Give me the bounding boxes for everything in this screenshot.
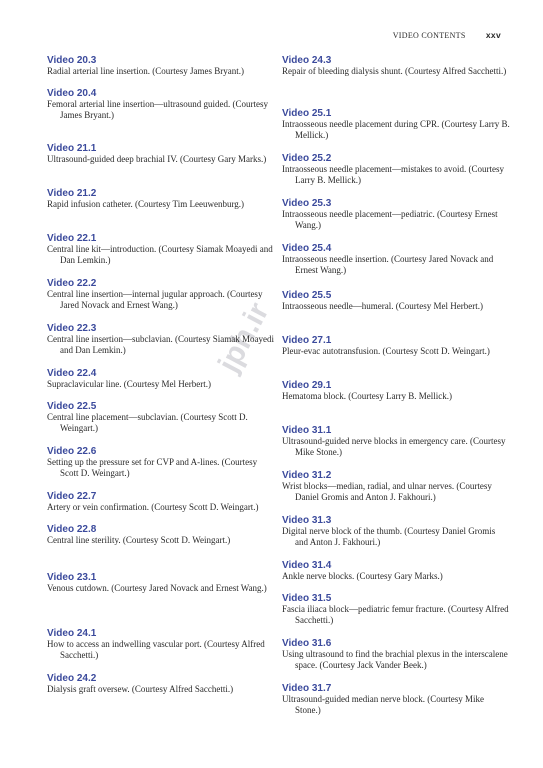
video-description: Central line insertion—subclavian. (Courtesy Siamak Moayedi and Dan Lemkin.) (47, 334, 274, 355)
video-number[interactable]: Video 31.4 (282, 560, 332, 571)
video-description: Digital nerve block of the thumb. (Courtesy Daniel Gromis and Anton J. Fakhouri.) (282, 526, 496, 547)
video-number[interactable]: Video 22.7 (47, 491, 97, 502)
video-number[interactable]: Video 31.6 (282, 638, 332, 649)
video-description: Ultrasound-guided nerve blocks in emergency care. (Courtesy Mike Stone.) (282, 436, 506, 457)
video-entry (282, 198, 510, 231)
video-entry (282, 560, 510, 582)
video-entry (282, 153, 510, 186)
video-description: Dialysis graft oversew. (Courtesy Alfred Sacchetti.) (47, 684, 234, 694)
video-entry (47, 55, 275, 77)
video-number[interactable]: Video 20.4 (47, 88, 97, 99)
video-description: Repair of bleeding dialysis shunt. (Courtesy Alfred Sacchetti.) (282, 66, 507, 76)
video-number[interactable]: Video 31.2 (282, 470, 332, 481)
video-description: Setting up the pressure set for CVP and A-lines. (Courtesy Scott D. Weingart.) (47, 457, 258, 478)
video-entry (282, 470, 510, 503)
video-entry (282, 683, 510, 716)
video-entry (47, 673, 275, 695)
video-entry (47, 88, 275, 121)
video-description: Central line sterility. (Courtesy Scott D. Weingart.) (47, 535, 231, 545)
video-entry (47, 401, 275, 434)
video-number[interactable]: Video 31.7 (282, 683, 332, 694)
video-entry (47, 278, 275, 311)
video-description: Ultrasound-guided median nerve block. (Courtesy Mike Stone.) (282, 694, 484, 715)
video-description: Supraclavicular line. (Courtesy Mel Herbert.) (47, 379, 211, 389)
video-description: Femoral arterial line insertion—ultrasound guided. (Courtesy James Bryant.) (47, 99, 268, 120)
video-entry (282, 108, 510, 141)
video-description: Hematoma block. (Courtesy Larry B. Mellick.) (282, 391, 452, 401)
video-number[interactable]: Video 31.1 (282, 425, 332, 436)
video-description: Venous cutdown. (Courtesy Jared Novack and Ernest Wang.) (47, 583, 267, 593)
video-entry (282, 425, 510, 458)
video-entry (282, 290, 510, 312)
page-number: xxv (485, 30, 501, 40)
video-entry (282, 638, 510, 671)
video-number[interactable]: Video 22.5 (47, 401, 97, 412)
video-number[interactable]: Video 27.1 (282, 335, 332, 346)
video-entry (47, 446, 275, 479)
video-number[interactable]: Video 22.8 (47, 524, 97, 535)
video-number[interactable]: Video 24.3 (282, 55, 332, 66)
video-description: Wrist blocks—median, radial, and ulnar nerves. (Courtesy Daniel Gromis and Anton J. Fakhouri.) (282, 481, 492, 502)
video-entry (282, 335, 510, 357)
video-number[interactable]: Video 31.3 (282, 515, 332, 526)
video-number[interactable]: Video 20.3 (47, 55, 97, 66)
video-number[interactable]: Video 24.2 (47, 673, 97, 684)
video-number[interactable]: Video 25.2 (282, 153, 332, 164)
video-entry (47, 233, 275, 266)
video-number[interactable]: Video 25.5 (282, 290, 332, 301)
video-entry (47, 143, 275, 165)
video-entry (282, 243, 510, 276)
running-header (393, 30, 501, 40)
video-description: Intraosseous needle—humeral. (Courtesy Mel Herbert.) (282, 301, 483, 311)
video-description: Fascia iliaca block—pediatric femur fracture. (Courtesy Alfred Sacchetti.) (282, 604, 509, 625)
video-number[interactable]: Video 29.1 (282, 380, 332, 391)
video-number[interactable]: Video 22.3 (47, 323, 97, 334)
video-entry (47, 188, 275, 210)
watermark: jph.ir (212, 297, 276, 378)
video-entry (47, 368, 275, 390)
video-description: Central line placement—subclavian. (Courtesy Scott D. Weingart.) (47, 412, 248, 433)
video-number[interactable]: Video 22.4 (47, 368, 97, 379)
video-entry (282, 55, 510, 77)
video-description: Intraosseous needle insertion. (Courtesy Jared Novack and Ernest Wang.) (282, 254, 494, 275)
video-description: Rapid infusion catheter. (Courtesy Tim Leeuwenburg.) (47, 199, 245, 209)
video-number[interactable]: Video 24.1 (47, 628, 97, 639)
video-number[interactable]: Video 25.3 (282, 198, 332, 209)
video-entry (47, 524, 275, 546)
video-entry (47, 572, 275, 594)
video-number[interactable]: Video 21.2 (47, 188, 97, 199)
video-description: Artery or vein confirmation. (Courtesy Scott D. Weingart.) (47, 502, 259, 512)
video-entry (282, 515, 510, 548)
video-description: Pleur-evac autotransfusion. (Courtesy Scott D. Weingart.) (282, 346, 490, 356)
video-description: Radial arterial line insertion. (Courtesy James Bryant.) (47, 66, 244, 76)
video-description: Ankle nerve blocks. (Courtesy Gary Marks.) (282, 571, 443, 581)
video-entry (47, 491, 275, 513)
video-entry (47, 323, 275, 356)
video-description: How to access an indwelling vascular port. (Courtesy Alfred Sacchetti.) (47, 639, 265, 660)
video-description: Using ultrasound to find the brachial plexus in the interscalene space. (Courtesy Jack Vander Beek.) (282, 649, 508, 670)
video-number[interactable]: Video 21.1 (47, 143, 97, 154)
video-description: Intraosseous needle placement during CPR. (Courtesy Larry B. Mellick.) (282, 119, 510, 140)
video-description: Central line kit—introduction. (Courtesy Siamak Moayedi and Dan Lemkin.) (47, 244, 273, 265)
video-number[interactable]: Video 22.2 (47, 278, 97, 289)
video-number[interactable]: Video 22.1 (47, 233, 97, 244)
video-description: Central line insertion—internal jugular approach. (Courtesy Jared Novack and Ernest Wang.) (47, 289, 263, 310)
video-number[interactable]: Video 25.4 (282, 243, 332, 254)
video-number[interactable]: Video 25.1 (282, 108, 332, 119)
video-number[interactable]: Video 31.5 (282, 593, 332, 604)
video-entry (47, 628, 275, 661)
video-number[interactable]: Video 22.6 (47, 446, 97, 457)
video-description: Ultrasound-guided deep brachial IV. (Courtesy Gary Marks.) (47, 154, 267, 164)
video-description: Intraosseous needle placement—mistakes to avoid. (Courtesy Larry B. Mellick.) (282, 164, 504, 185)
video-entry (282, 380, 510, 402)
video-number[interactable]: Video 23.1 (47, 572, 97, 583)
video-description: Intraosseous needle placement—pediatric. (Courtesy Ernest Wang.) (282, 209, 498, 230)
video-entry (282, 593, 510, 626)
section-title: VIDEO CONTENTS (392, 31, 466, 40)
